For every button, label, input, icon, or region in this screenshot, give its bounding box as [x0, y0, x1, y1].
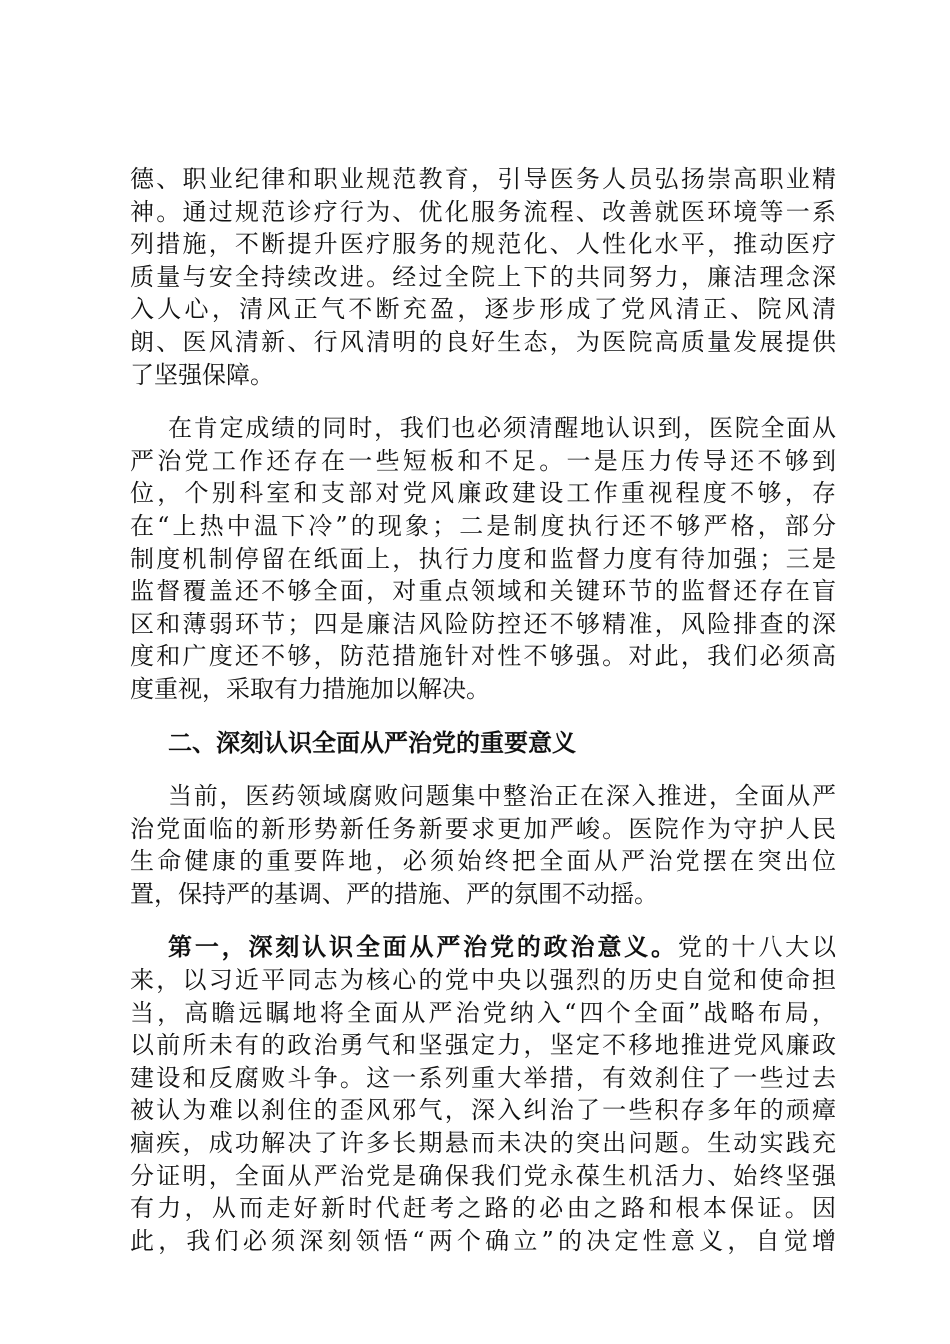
section-heading: 二、深刻认识全面从严治党的重要意义	[168, 727, 576, 757]
text-line: 置，保持严的基调、严的措施、严的氛围不动摇。	[130, 879, 658, 908]
text-line: 此，我们必须深刻领悟“两个确立”的决定性意义，自觉增	[130, 1226, 836, 1255]
text-line: 朗、医风清新、行风清明的良好生态，为医院高质量发展提供	[130, 327, 836, 356]
section-heading-wrapper	[130, 727, 836, 760]
text-line: 列措施，不断提升医疗服务的规范化、人性化水平，推动医疗	[130, 230, 836, 259]
text-line: 度和广度还不够，防范措施针对性不够强。对此，我们必须高	[130, 642, 836, 671]
text-line: 严治党工作还存在一些短板和不足。一是压力传导还不够到	[130, 446, 836, 475]
paragraph-4	[130, 931, 836, 1257]
text-line: 在“上热中温下冷”的现象；二是制度执行还不够严格，部分	[130, 511, 836, 540]
lead-line-rest: 党的十八大以	[677, 933, 836, 962]
text-line: 度重视，采取有力措施加以解决。	[130, 674, 490, 703]
text-line: 位，个别科室和支部对党风廉政建设工作重视程度不够，存	[130, 479, 836, 508]
text-line: 来，以习近平同志为核心的党中央以强烈的历史自觉和使命担	[130, 966, 836, 995]
text-line: 被认为难以刹住的歪风邪气，深入纠治了一些积存多年的顽瘴	[130, 1096, 836, 1125]
text-line: 建设和反腐败斗争。这一系列重大举措，有效刹住了一些过去	[130, 1063, 836, 1092]
paragraph-2	[130, 412, 836, 705]
paragraph-1	[130, 163, 836, 391]
text-line: 痼疾，成功解决了许多长期悬而未决的突出问题。生动实践充	[130, 1129, 836, 1158]
bold-lead-sentence: 第一，深刻认识全面从严治党的政治意义。	[168, 932, 678, 962]
text-line: 以前所未有的政治勇气和坚强定力，坚定不移地推进党风廉政	[130, 1031, 836, 1060]
text-line: 区和薄弱环节；四是廉洁风险防控还不够精准，风险排查的深	[130, 609, 836, 638]
text-line: 分证明，全面从严治党是确保我们党永葆生机活力、始终坚强	[130, 1161, 836, 1190]
text-line: 了坚强保障。	[130, 360, 274, 389]
document-body	[130, 163, 836, 1257]
text-line: 德、职业纪律和职业规范教育，引导医务人员弘扬崇高职业精	[130, 165, 836, 193]
text-line: 制度机制停留在纸面上，执行力度和监督力度有待加强；三是	[130, 544, 836, 573]
text-line: 治党面临的新形势新任务新要求更加严峻。医院作为守护人民	[130, 814, 836, 843]
text-line: 当，高瞻远瞩地将全面从严治党纳入“四个全面”战略布局，	[130, 998, 836, 1027]
text-line: 监督覆盖还不够全面，对重点领域和关键环节的监督还存在盲	[130, 577, 836, 606]
text-line: 有力，从而走好新时代赶考之路的必由之路和根本保证。因	[130, 1194, 836, 1223]
paragraph-3	[130, 780, 836, 910]
text-line: 质量与安全持续改进。经过全院上下的共同努力，廉洁理念深	[130, 262, 836, 291]
text-line: 在肯定成绩的同时，我们也必须清醒地认识到，医院全面从	[168, 414, 836, 443]
text-line: 生命健康的重要阵地，必须始终把全面从严治党摆在突出位	[130, 847, 836, 876]
text-line: 入人心，清风正气不断充盈，逐步形成了党风清正、院风清	[130, 295, 836, 324]
text-line: 神。通过规范诊疗行为、优化服务流程、改善就医环境等一系	[130, 197, 836, 226]
text-line-with-lead	[130, 931, 836, 964]
text-line: 当前，医药领域腐败问题集中整治正在深入推进，全面从严	[168, 782, 836, 811]
